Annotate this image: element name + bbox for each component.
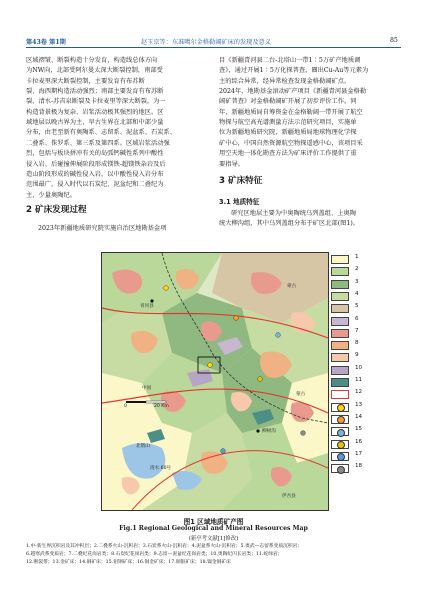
text-line: 裂、清水-苏吉泉断裂及卡拉麦里等深大断裂，为一 — [26, 98, 166, 106]
text-line: 2023年新疆地质研究院实施自治区地勘基金项 — [38, 225, 167, 232]
legend-item — [331, 402, 381, 413]
legend-number: 11 — [355, 377, 363, 383]
legend-swatch — [331, 427, 349, 436]
deposit-symbol-icon — [337, 404, 345, 412]
figure-caption-source: (新亭考文献[1]修改) — [188, 536, 239, 542]
text-line: 位为新疆地质研究院，新疆地质局地球物理化学探 — [219, 129, 357, 137]
text-line: 矿中心，中国自然资源航空物探遥感中心，该项目采 — [219, 139, 363, 147]
deposit-symbol-icon — [337, 441, 345, 449]
text-line: 统大柳沟组，其中乌列盖组分布于矿区北部(图1)。 — [219, 220, 360, 228]
legend-swatch — [331, 304, 349, 313]
map-label-china: 中国 — [142, 386, 152, 391]
map-label-scale-zero: 0 — [124, 404, 127, 409]
deposit-symbol-icon — [337, 416, 345, 424]
text-line: 造山阶段形成的碱性侵入岩。以中酸性侵入岩分布 — [26, 170, 164, 178]
map-label-yiwu: 伊吾县 — [282, 494, 296, 499]
legend-item — [331, 414, 381, 425]
running-title: 赵玉京等：东准噶尔金格勒阔矿床的发现及意义 — [141, 39, 271, 46]
legend-swatch — [331, 403, 349, 412]
text-line: 范围最广，侵入时代以石炭纪、泥盆纪和二叠纪为 — [26, 181, 164, 189]
legend-item — [331, 352, 381, 363]
figure-caption-cn: 图1 区域地质矿产图 — [183, 518, 244, 526]
map-label-liushugou: 柳树沟 — [262, 429, 276, 434]
legend-item — [331, 426, 381, 437]
text-line: 查》，通过开展1∶5万化探普查，圈出Cu-Au等元素为 — [219, 67, 369, 75]
legend-swatch — [331, 280, 349, 289]
text-line: 主的综合异常，经异常检查发现金格勒阔矿点。 — [219, 77, 351, 85]
legend-item — [331, 389, 381, 400]
text-line: 用空天地一体化勘查方法为矿床评价工作提供了重 — [219, 150, 357, 158]
legend-item — [331, 328, 381, 339]
text-line: 卡拉麦里深大断裂控制，主要发育有布苏断 — [26, 77, 145, 85]
legend-swatch — [331, 440, 349, 449]
legend-number: 4 — [355, 290, 359, 297]
text-line: 二叠系、侏罗系、第三系及第四系。区域岩浆活动强 — [26, 139, 170, 147]
legend-number: 3 — [355, 278, 359, 285]
text-line: 裂、海西期构造活动强烈；南部主要发育有布苏断 — [26, 88, 164, 96]
text-line: 研究区地层主要为中奥陶统乌列盖组、上奥陶 — [231, 210, 356, 217]
legend-swatch — [331, 378, 349, 387]
legend-item — [331, 451, 381, 462]
legend-number: 7 — [355, 327, 359, 334]
legend-swatch — [331, 341, 349, 350]
legend-text-line: 6.越寒武系变质岩；7.二叠纪花岗岩类；8.石炭纪花岗岩类；9.志留—泥盆纪花岗岩类；10.奥陶纪闪长岩类；11.蛇绿岩； — [26, 552, 283, 558]
legend-number: 5 — [355, 303, 359, 310]
text-line: 要指导。 — [219, 160, 244, 168]
legend-item — [331, 340, 381, 351]
legend-number: 16 — [355, 438, 363, 445]
legend-swatch — [331, 415, 349, 424]
text-line: 年，新疆地质局自筹资金在金格勒阔一带开展了航空 — [219, 108, 363, 116]
legend-swatch — [331, 317, 349, 326]
text-line: 侵入岩、后碰撞伸展阶段形成镁铁-超镁铁杂岩及后 — [26, 160, 166, 168]
map-label-qinghe: 青河县 — [140, 304, 154, 309]
legend-number: 10 — [355, 364, 363, 371]
text-line: 物探与航空高光谱测量方法示范研究项目，实施单 — [219, 119, 357, 127]
legend-item — [331, 279, 381, 290]
figure-caption-en: Fig.1 Regional Geological and Mineral Resources Map — [119, 525, 308, 532]
legend-number: 2 — [355, 266, 359, 273]
deposit-symbol-icon — [337, 429, 345, 437]
journal-volume-issue: 第43卷 第1期 — [26, 39, 66, 46]
legend-number: 18 — [355, 463, 363, 470]
legend-swatch — [331, 255, 349, 264]
map-label-beitashan: 北塔山 — [136, 444, 150, 449]
header-rule — [26, 47, 401, 48]
legend-swatch — [331, 366, 349, 375]
legend-number: 14 — [355, 413, 363, 420]
legend-item — [331, 439, 381, 450]
text-line: 目《新疆青河县二台-北塔山一带1∶5万矿产地质调 — [219, 57, 361, 64]
legend-swatch — [331, 292, 349, 301]
legend-number: 9 — [355, 352, 359, 359]
map-label-road: 清水 60号 — [150, 466, 172, 471]
legend-item — [331, 463, 381, 474]
legend-item — [331, 377, 381, 388]
text-line: 主，少量奥陶纪。 — [26, 191, 76, 199]
map-label-mongolia-east: 蒙古 — [296, 392, 306, 397]
legend-item — [331, 266, 381, 277]
map-label-mongolia-west: 蒙古 — [287, 284, 297, 289]
regional-geology-map — [101, 252, 329, 511]
legend-number: 12 — [355, 389, 363, 396]
section-3-heading: 3 矿床特征 — [219, 176, 263, 186]
text-line: 烈，包括与板块拼冲有关的岛弧钙碱性系列中酸性 — [26, 150, 164, 158]
legend-number: 13 — [355, 401, 363, 408]
deposit-symbol-icon — [337, 466, 345, 474]
legend-item — [331, 303, 381, 314]
legend-number: 8 — [355, 340, 359, 347]
legend-number: 17 — [355, 450, 363, 457]
legend-swatch — [331, 464, 349, 473]
text-line: 分布，由老至新有奥陶系、志留系、泥盆系、石炭系、 — [26, 129, 176, 137]
section-2-heading: 2 矿床发现过程 — [26, 205, 87, 215]
text-line: 阔矿普查》对金格勒阔矿开展了初步评价工作。同 — [219, 98, 357, 106]
legend-item — [331, 254, 381, 265]
legend-swatch — [331, 353, 349, 362]
legend-number: 6 — [355, 315, 359, 322]
legend-swatch — [331, 452, 349, 461]
text-line: 2024年，地勘基金滚动矿产项目《新疆青河县金格勒 — [219, 88, 367, 96]
page-number: 85 — [390, 37, 398, 44]
legend-swatch — [331, 329, 349, 338]
text-line: 为NW向，北部受阿尔曼太深大断裂控制，南部受 — [26, 67, 163, 75]
legend-item — [331, 365, 381, 376]
legend-item — [331, 291, 381, 302]
text-line: 构造背景极为复杂、岩浆活动极其强烈的地区。区 — [26, 108, 164, 116]
legend-number: 1 — [355, 254, 359, 260]
map-label-scale-km: 20 Km — [154, 404, 169, 409]
text-line: 域地层以晚古界为主，早古生界在北部和中部少量 — [26, 119, 164, 127]
deposit-symbol-icon — [337, 453, 345, 461]
text-line: 区域褶皱、断裂构造十分发育，构造线总体方向 — [26, 57, 158, 64]
legend-item — [331, 316, 381, 327]
subsection-3-1-heading: 3.1 地质特征 — [219, 198, 260, 206]
legend-text-line: 12.断裂带；13.金矿床；14.铜矿床；15.钼钢矿床；16.铜金矿床；17.铜银矿床；18.镍金铜矿床 — [26, 560, 231, 566]
legend-swatch — [331, 267, 349, 276]
legend-swatch — [331, 390, 349, 399]
legend-text-line: 1.中-新生界沉积岩及其冲积层；2.二叠系火山-沉积岩；3.石炭系火山-沉积岩；4.泥盆系火山-沉积岩；5.奥武—志留系变质沉积岩； — [26, 544, 303, 549]
geology-map-drawing — [102, 253, 328, 510]
legend-number: 15 — [355, 426, 363, 433]
